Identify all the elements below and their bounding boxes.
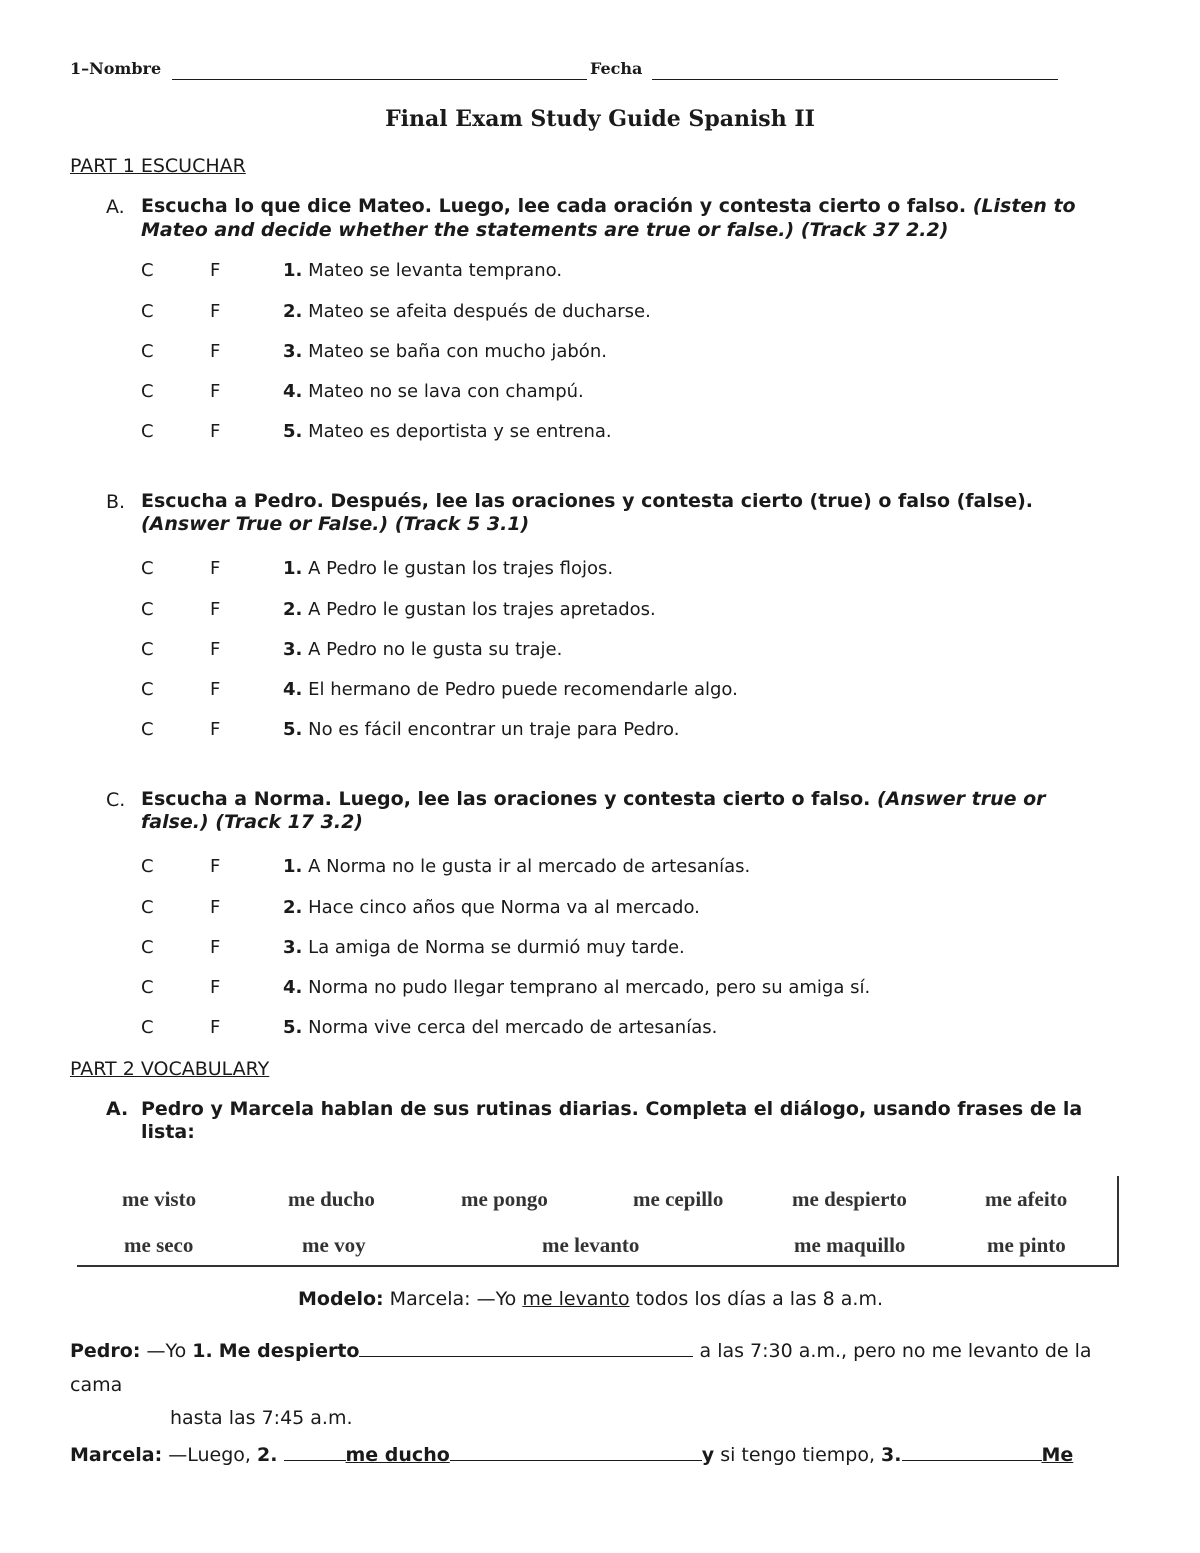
section-instructions-cont: Mateo and decide whether the statements are true or false.) (Track 37 2.2) <box>141 219 949 241</box>
word-bank-item: me pongo <box>461 1187 548 1211</box>
word-bank-item: me ducho <box>288 1187 375 1211</box>
false-option[interactable]: F <box>210 977 221 998</box>
true-option[interactable]: C <box>141 421 154 442</box>
statement: 2. Hace cinco años que Norma va al mercado. <box>283 897 700 918</box>
section-instructions-cont: (Answer True or False.) (Track 5 3.1) <box>141 513 530 535</box>
false-option[interactable]: F <box>210 679 221 700</box>
true-option[interactable]: C <box>141 558 154 579</box>
part1-heading: PART 1 ESCUCHAR <box>70 155 246 177</box>
statement: 5. Norma vive cerca del mercado de artesanías. <box>283 1017 718 1038</box>
statement: 3. La amiga de Norma se durmió muy tarde. <box>283 937 685 958</box>
statement: 5. No es fácil encontrar un traje para Pedro. <box>283 719 680 740</box>
date-input[interactable] <box>652 61 1058 80</box>
word-bank-item: me afeito <box>985 1187 1068 1211</box>
true-option[interactable]: C <box>141 937 154 958</box>
answer-blank[interactable] <box>359 1338 693 1357</box>
word-bank-item: me cepillo <box>633 1187 724 1211</box>
question-text-cont: lista: <box>141 1121 195 1143</box>
part2-heading: PART 2 VOCABULARY <box>70 1058 270 1080</box>
modelo-line: Modelo: Marcela: —Yo me levanto todos los días a las 8 a.m. <box>298 1288 883 1310</box>
date-label: Fecha <box>590 59 643 78</box>
section-instructions: Escucha a Norma. Luego, lee las oraciones y contesta cierto o falso. (Answer true or <box>141 788 1046 810</box>
statement: 4. Mateo no se lava con champú. <box>283 381 584 402</box>
question-text: Pedro y Marcela hablan de sus rutinas diarias. Completa el diálogo, usando frases de la <box>141 1098 1083 1120</box>
pedro-line: Pedro: —Yo 1. Me despierto a las 7:30 a.m., pero no me levanto de la <box>70 1340 1092 1362</box>
section-instructions: Escucha a Pedro. Después, lee las oraciones y contesta cierto (true) o falso (false). <box>141 490 1033 512</box>
name-input[interactable] <box>172 61 587 80</box>
pedro-line-cont2: hasta las 7:45 a.m. <box>170 1407 353 1429</box>
statement: 4. Norma no pudo llegar temprano al mercado, pero su amiga sí. <box>283 977 871 998</box>
false-option[interactable]: F <box>210 639 221 660</box>
word-bank-item: me pinto <box>987 1233 1066 1257</box>
answer-blank[interactable] <box>450 1442 702 1461</box>
answer-blank[interactable] <box>902 1442 1042 1461</box>
statement: 3. Mateo se baña con mucho jabón. <box>283 341 607 362</box>
true-option[interactable]: C <box>141 260 154 281</box>
word-bank-border-right <box>1117 1176 1119 1266</box>
word-bank-item: me voy <box>302 1233 366 1257</box>
section-instructions-cont: false.) (Track 17 3.2) <box>141 811 363 833</box>
section-letter: C. <box>106 789 126 811</box>
word-bank-border-bottom <box>77 1265 1119 1267</box>
statement: 5. Mateo es deportista y se entrena. <box>283 421 612 442</box>
statement: 1. A Norma no le gusta ir al mercado de artesanías. <box>283 856 751 877</box>
true-option[interactable]: C <box>141 639 154 660</box>
false-option[interactable]: F <box>210 260 221 281</box>
pedro-line-cont: cama <box>70 1374 123 1396</box>
true-option[interactable]: C <box>141 341 154 362</box>
word-bank-item: me levanto <box>542 1233 640 1257</box>
name-label: 1–Nombre <box>70 59 162 78</box>
false-option[interactable]: F <box>210 558 221 579</box>
page-title: Final Exam Study Guide Spanish II <box>385 106 815 132</box>
statement: 1. A Pedro le gustan los trajes flojos. <box>283 558 614 579</box>
true-option[interactable]: C <box>141 856 154 877</box>
section-letter: A. <box>106 196 125 218</box>
false-option[interactable]: F <box>210 421 221 442</box>
statement: 3. A Pedro no le gusta su traje. <box>283 639 563 660</box>
false-option[interactable]: F <box>210 301 221 322</box>
true-option[interactable]: C <box>141 381 154 402</box>
section-letter: B. <box>106 491 126 513</box>
section-instructions: Escucha lo que dice Mateo. Luego, lee cada oración y contesta cierto o falso. (Listen to <box>141 195 1076 217</box>
statement: 1. Mateo se levanta temprano. <box>283 260 563 281</box>
false-option[interactable]: F <box>210 1017 221 1038</box>
statement: 4. El hermano de Pedro puede recomendarle algo. <box>283 679 738 700</box>
statement: 2. Mateo se afeita después de ducharse. <box>283 301 651 322</box>
false-option[interactable]: F <box>210 599 221 620</box>
true-option[interactable]: C <box>141 719 154 740</box>
false-option[interactable]: F <box>210 381 221 402</box>
word-bank-item: me maquillo <box>794 1233 906 1257</box>
word-bank-item: me visto <box>122 1187 197 1211</box>
false-option[interactable]: F <box>210 719 221 740</box>
word-bank-item: me despierto <box>792 1187 907 1211</box>
statement: 2. A Pedro le gustan los trajes apretados. <box>283 599 656 620</box>
true-option[interactable]: C <box>141 1017 154 1038</box>
false-option[interactable]: F <box>210 937 221 958</box>
word-bank-item: me seco <box>124 1233 194 1257</box>
true-option[interactable]: C <box>141 977 154 998</box>
false-option[interactable]: F <box>210 856 221 877</box>
false-option[interactable]: F <box>210 897 221 918</box>
answer-blank[interactable] <box>284 1442 346 1461</box>
true-option[interactable]: C <box>141 897 154 918</box>
true-option[interactable]: C <box>141 679 154 700</box>
marcela-line: Marcela: —Luego, 2. me ducho y si tengo tiempo, 3. Me <box>70 1444 1074 1466</box>
true-option[interactable]: C <box>141 599 154 620</box>
true-option[interactable]: C <box>141 301 154 322</box>
question-letter: A. <box>106 1098 129 1120</box>
false-option[interactable]: F <box>210 341 221 362</box>
